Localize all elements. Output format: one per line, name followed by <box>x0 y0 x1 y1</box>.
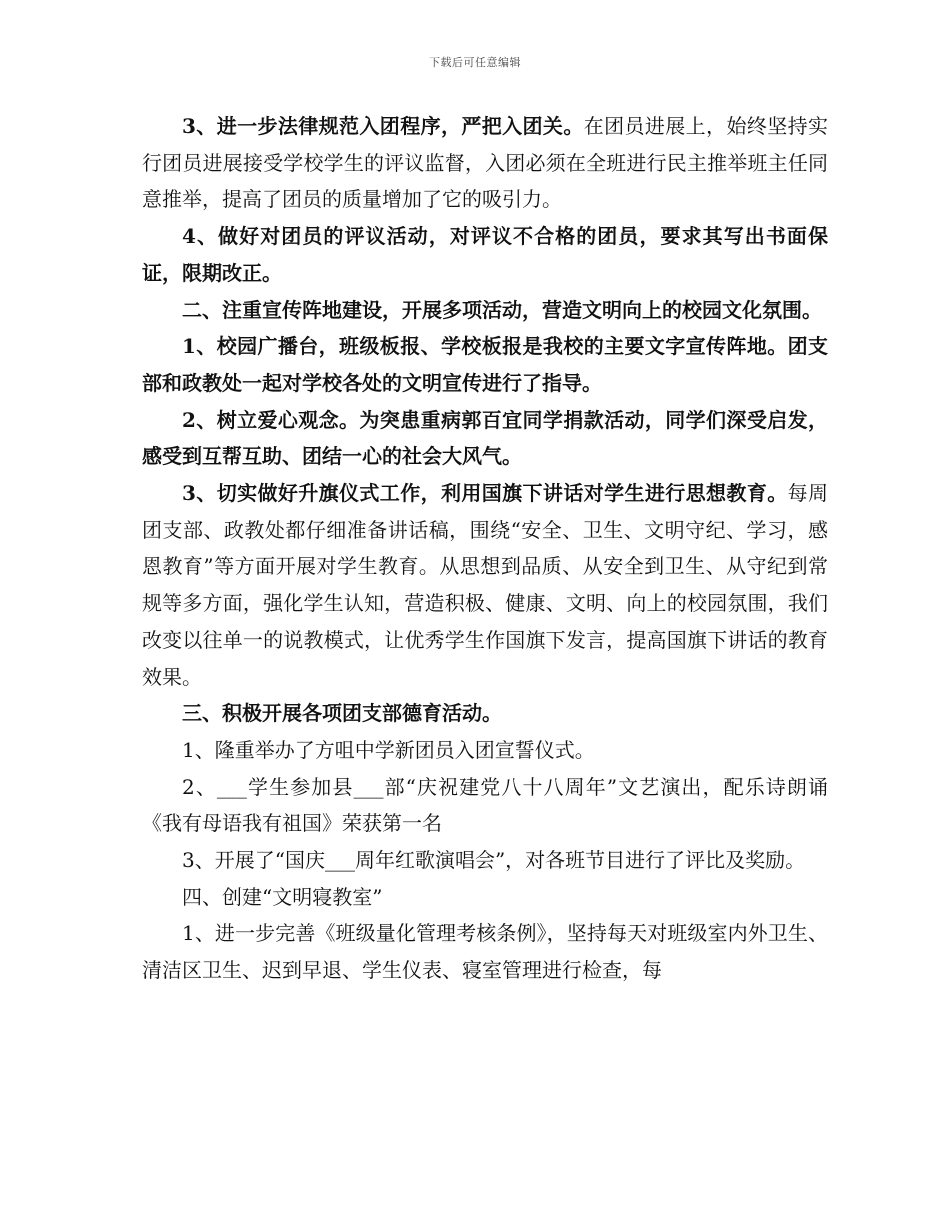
bold-text: 3、进一步法律规范入团程序，严把入团关。 <box>182 114 584 138</box>
paragraph <box>142 108 828 218</box>
bold-text: 4、做好对团员的评议活动，对评议不合格的团员，要求其写出书面保证，限期改正。 <box>142 224 828 285</box>
body-text: 每周团支部、政教处都仔细准备讲话稿，围绕“安全、卫生、文明守纪、学习，感恩教育”等方面开展对学生教育。从思想到品质、从安全到卫生、从守纪到常规等多方面，强化学生认知，营造积极、健康、文明、向上的校园氛围，我们改变以往单一的说教模式，让优秀学生作国旗下发言，提高国旗下讲话的教育效果。 <box>142 481 828 689</box>
paragraph <box>142 218 828 291</box>
bold-text: 1、校园广播台，班级板报、学校板报是我校的主要文字宣传阵地。团支部和政教处一起对学校各处的文明宣传进行了指导。 <box>142 334 828 395</box>
bold-text: 二、注重宣传阵地建设，开展多项活动，营造文明向上的校园文化氛围。 <box>182 297 822 322</box>
document-body <box>142 108 828 989</box>
bold-text: 2、树立爱心观念。为突患重病郭百宜同学捐款活动，同学们深受启发，感受到互帮互助、团结一心的社会大风气。 <box>142 407 828 469</box>
bold-text: 3、切实做好升旗仪式工作，利用国旗下讲话对学生进行思想教育。 <box>182 481 788 506</box>
body-text: 1、进一步完善《班级量化管理考核条例》，坚持每天对班级室内外卫生、清洁区卫生、迟到早退、学生仪表、寝室管理进行检查，每 <box>142 921 828 983</box>
body-text: 1、隆重举办了方咀中学新团员入团宣誓仪式。 <box>182 737 595 762</box>
section-heading <box>142 695 828 732</box>
body-text: 3、开展了“国庆___周年红歌演唱会”，对各班节目进行了评比及奖励。 <box>182 848 806 873</box>
section-heading <box>142 879 828 916</box>
body-text: 在团员进展上，始终坚持实行团员进展接受学校学生的评议监督，入团必须在全班进行民主推举班主任同意推举，提高了团员的质量增加了它的吸引力。 <box>142 114 829 212</box>
paragraph <box>142 475 828 695</box>
page-header: 下载后可任意编辑 <box>429 56 521 69</box>
paragraph <box>142 732 828 769</box>
paragraph <box>142 842 828 879</box>
paragraph <box>142 328 828 401</box>
section-heading <box>142 292 828 329</box>
body-text: 2、___学生参加县___部“庆祝建党八十八周年”文艺演出，配乐诗朗诵《我有母语我有祖国》荣获第一名 <box>142 774 828 836</box>
body-text: 四、创建“文明寝教室” <box>182 884 383 909</box>
bold-text: 三、积极开展各项团支部德育活动。 <box>182 701 502 726</box>
paragraph <box>142 402 828 475</box>
paragraph <box>142 915 828 988</box>
paragraph <box>142 769 828 842</box>
